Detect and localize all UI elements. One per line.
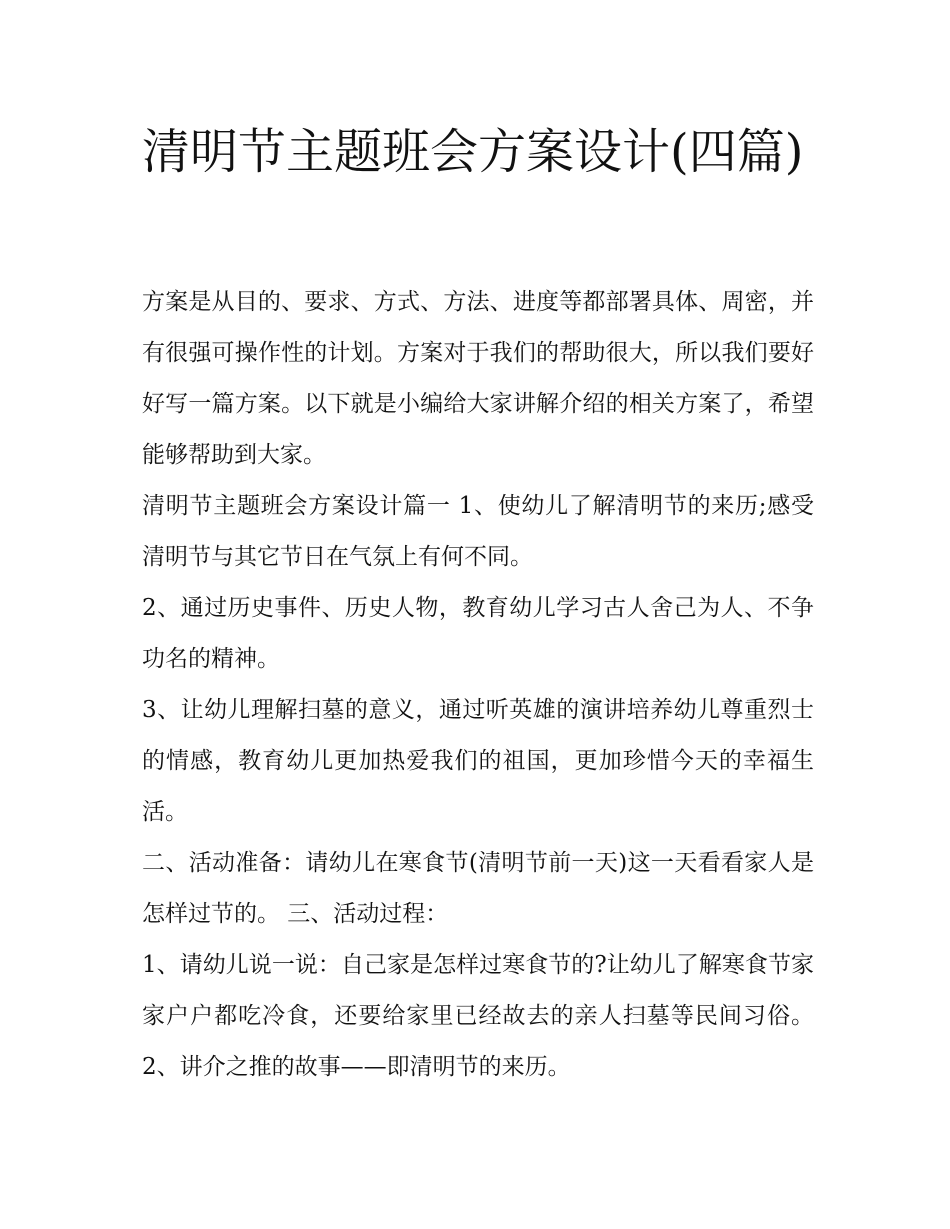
goal-two-paragraph: 2、通过历史事件、历史人物，教育幼儿学习古人舍己为人、不争功名的精神。	[142, 595, 814, 672]
intro-paragraph: 方案是从目的、要求、方式、方法、进度等都部署具体、周密，并有很强可操作性的计划。方案对于我们的帮助很大，所以我们要好好写一篇方案。以下就是小编给大家讲解介绍的相关方案了，希望能够帮助到大家。	[142, 289, 814, 468]
goal-three-paragraph: 3、让幼儿理解扫墓的意义，通过听英雄的演讲培养幼儿尊重烈士的情感，教育幼儿更加热爱我们的祖国，更加珍惜今天的幸福生活。	[142, 697, 814, 825]
document-title: 清明节主题班会方案设计(四篇)	[142, 124, 804, 180]
section-one-paragraph: 清明节主题班会方案设计篇一 1、使幼儿了解清明节的来历;感受清明节与其它节日在气氛上有何不同。	[142, 493, 814, 570]
preparation-paragraph: 二、活动准备：请幼儿在寒食节(清明节前一天)这一天看看家人是怎样过节的。 三、活动过程：	[142, 850, 814, 927]
process-paragraph: 1、请幼儿说一说：自己家是怎样过寒食节的?让幼儿了解寒食节家家户户都吃冷食，还要给家里已经故去的亲人扫墓等民间习俗。 2、讲介之推的故事——即清明节的来历。	[142, 952, 814, 1080]
document-body	[142, 277, 814, 1093]
